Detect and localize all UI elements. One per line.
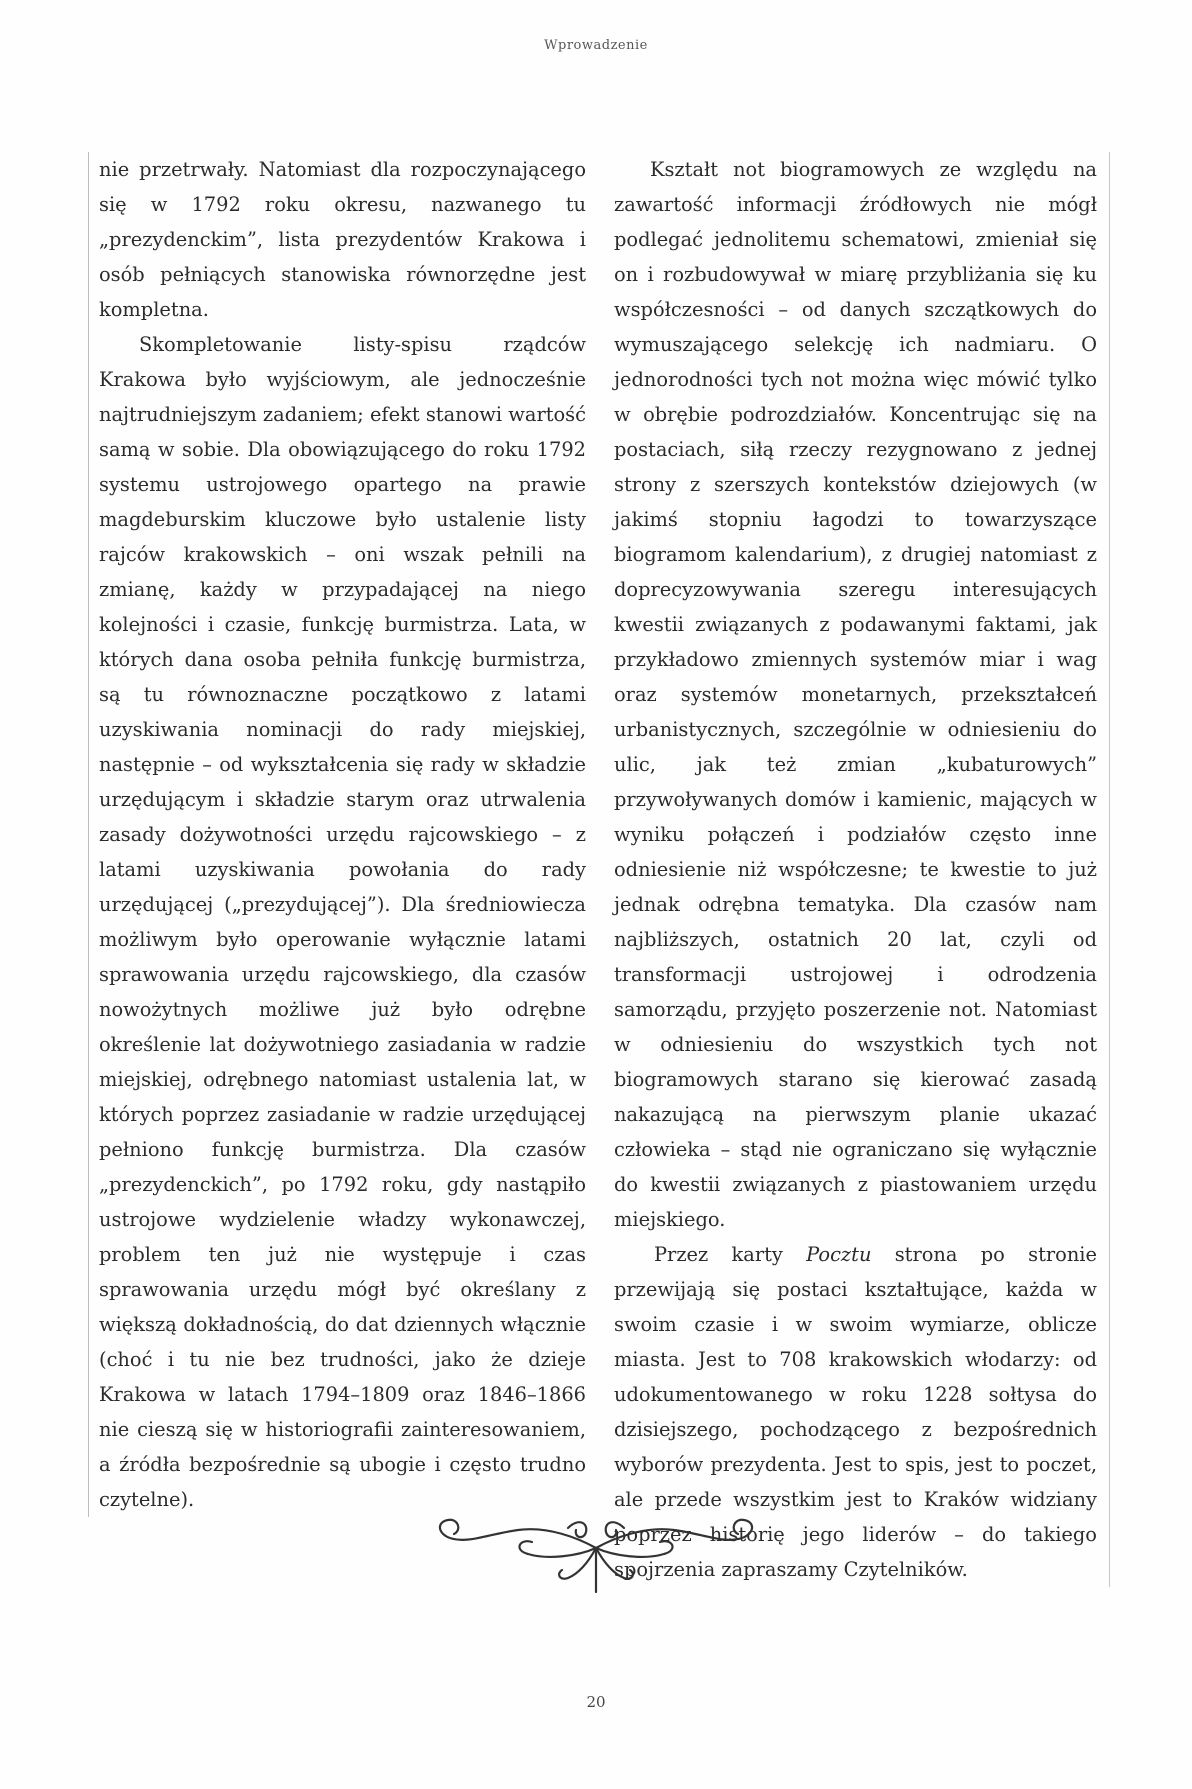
left-paragraph-1: nie przetrwały. Natomiast dla rozpoczynającego się w 1792 roku okresu, nazwanego tu „prezydenckim”, lista prezydentów Krakowa i osób pełniących stanowiska równorzędne jest kompletna.: [99, 158, 586, 321]
page-number: 20: [586, 1693, 606, 1711]
right-paragraph-2-rest: strona po stronie przewijają się postaci kształtujące, każda w swoim czasie i w swoim wymiarze, oblicze miasta. Jest to 708 krakowskich włodarzy: od udokumentowanego w roku 1228 sołtysa do dzisiejszego, pochodzącego z bezpośrednich wyborów prezydenta. Jest to spis, jest to poczet, ale przede wszystkim jest to Kraków widziany poprzez historię jego liderów – do takiego spojrzenia zapraszamy Czytelników.: [614, 1243, 1097, 1581]
left-text-column: [88, 152, 586, 1517]
right-paragraph-2-start: Przez karty: [654, 1243, 807, 1266]
right-paragraph-1: Kształt not biogramowych ze względu na zawartość informacji źródłowych nie mógł podlegać jednolitemu schematowi, zmieniał się on i rozbudowywał w miarę przybliżania się ku współczesności – od danych szczątkowych do wymuszającego selekcję ich nadmiaru. O jednorodności tych not można więc mówić tylko w obrębie podrozdziałów. Koncentrując się na postaciach, siłą rzeczy rezygnowano z jednej strony z szerszych kontekstów dziejowych (w jakimś stopniu łagodzi to towarzyszące biogramom kalendarium), z drugiej natomiast z doprecyzowywania szeregu interesujących kwestii związanych z podawanymi faktami, jak przykładowo zmiennych systemów miar i wag oraz systemów monetarnych, przekształceń urbanistycznych, szczególnie w odniesieniu do ulic, jak też zmian „kubaturowych” przywoływanych domów i kamienic, mających w wyniku połączeń i podziałów często inne odniesienie niż współczesne; te kwestie to już jednak odrębna tematyka. Dla czasów nam najbliższych, ostatnich 20 lat, czyli od transformacji ustrojowej i odrodzenia samorządu, przyjęto poszerzenie not. Natomiast w odniesieniu do wszystkich tych not biogramowych starano się kierować zasadą nakazującą na pierwszym planie ukazać człowieka – stąd nie ograniczano się wyłącznie do kwestii związanych z piastowaniem urzędu miejskiego.: [614, 158, 1097, 1231]
book-title-italic: Pocztu: [806, 1243, 872, 1266]
running-head: Wprowadzenie: [544, 38, 648, 53]
right-text-column: [614, 152, 1110, 1587]
left-paragraph-2: Skompletowanie listy-spisu rządców Krakowa było wyjściowym, ale jednocześnie najtrudniejszym zadaniem; efekt stanowi wartość samą w sobie. Dla obowiązującego do roku 1792 systemu ustrojowego opartego na prawie magdeburskim kluczowe było ustalenie listy rajców krakowskich – oni wszak pełnili na zmianę, każdy w przypadającej na niego kolejności i czasie, funkcję burmistrza. Lata, w których dana osoba pełniła funkcję burmistrza, są tu równoznaczne początkowo z latami uzyskiwania nominacji do rady miejskiej, następnie – od wykształcenia się rady w składzie urzędującym i składzie starym oraz utrwalenia zasady dożywotności urzędu rajcowskiego – z latami uzyskiwania powołania do rady urzędującej („prezydującej”). Dla średniowiecza możliwym było operowanie wyłącznie latami sprawowania urzędu rajcowskiego, dla czasów nowożytnych możliwe już było odrębne określenie lat dożywotniego zasiadania w radzie miejskiej, odrębnego natomiast ustalenia lat, w których poprzez zasiadanie w radzie urzędującej pełniono funkcję burmistrza. Dla czasów „prezydenckich”, po 1792 roku, gdy nastąpiło ustrojowe wydzielenie władzy wykonawczej, problem ten już nie występuje i czas sprawowania urzędu mógł być określany z większą dokładnością, do dat dziennych włącznie (choć i tu nie bez trudności, jako że dzieje Krakowa w latach 1794–1809 oraz 1846–1866 nie cieszą się w historiografii zainteresowaniem, a źródła bezpośrednie są ubogie i często trudno czytelne).: [99, 333, 586, 1511]
decorative-flourish-icon: [428, 1508, 764, 1598]
